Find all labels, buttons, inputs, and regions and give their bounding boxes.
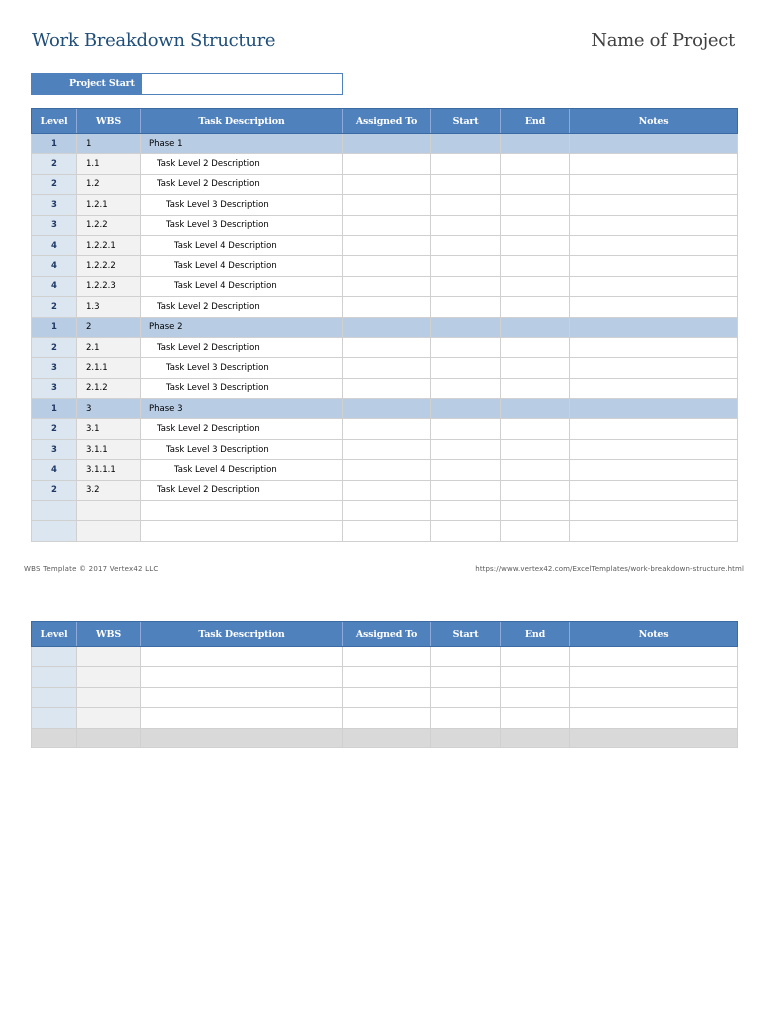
table-row <box>32 215 738 235</box>
assigned-to-cell[interactable] <box>343 439 431 459</box>
table-row <box>32 501 738 521</box>
table2-header-row <box>32 622 738 647</box>
table-row <box>32 521 738 541</box>
assigned-to-cell[interactable] <box>343 708 431 728</box>
start-cell[interactable] <box>431 358 501 378</box>
end-cell[interactable] <box>501 195 570 215</box>
notes-cell[interactable] <box>570 134 738 154</box>
project-start-input[interactable] <box>141 73 343 95</box>
footer-copyright: WBS Template © 2017 Vertex42 LLC <box>24 565 159 573</box>
project-start-label: Project Start <box>31 73 141 95</box>
level-cell[interactable]: 3 <box>32 358 77 378</box>
wbs-cell[interactable]: 1.2.2.1 <box>77 235 141 255</box>
assigned-to-cell[interactable] <box>343 358 431 378</box>
table-row <box>32 480 738 500</box>
end-cell[interactable] <box>501 215 570 235</box>
notes-cell[interactable] <box>570 687 738 707</box>
table-row <box>32 235 738 255</box>
start-cell[interactable] <box>431 521 501 541</box>
table-row <box>32 708 738 728</box>
start-cell[interactable] <box>431 154 501 174</box>
table-row <box>32 378 738 398</box>
notes-cell[interactable] <box>570 154 738 174</box>
task-description-cell[interactable] <box>141 708 343 728</box>
wbs-cell[interactable]: 3 <box>77 399 141 419</box>
notes-cell[interactable] <box>570 647 738 667</box>
start-cell[interactable] <box>431 460 501 480</box>
notes-cell[interactable] <box>570 708 738 728</box>
wbs-cell[interactable]: 2.1.2 <box>77 378 141 398</box>
notes-cell[interactable] <box>570 256 738 276</box>
table-row <box>32 439 738 459</box>
notes-cell[interactable] <box>570 337 738 357</box>
wbs-cell[interactable] <box>77 687 141 707</box>
level-cell[interactable] <box>32 687 77 707</box>
assigned-to-cell[interactable] <box>343 480 431 500</box>
col-header-end: End <box>501 109 570 134</box>
notes-cell[interactable] <box>570 358 738 378</box>
wbs-cell[interactable]: 1 <box>77 134 141 154</box>
assigned-to-cell[interactable] <box>343 337 431 357</box>
notes-cell[interactable] <box>570 235 738 255</box>
notes-cell[interactable] <box>570 399 738 419</box>
assigned-to-cell[interactable] <box>343 235 431 255</box>
notes-cell[interactable] <box>570 195 738 215</box>
level-cell[interactable]: 1 <box>32 399 77 419</box>
task-description-cell[interactable]: Phase 1 <box>141 134 343 154</box>
wbs-cell[interactable]: 1.3 <box>77 297 141 317</box>
task-description-cell[interactable]: Task Level 2 Description <box>141 154 343 174</box>
start-cell[interactable] <box>431 174 501 194</box>
table-row <box>32 195 738 215</box>
assigned-to-cell[interactable] <box>343 647 431 667</box>
end-cell[interactable] <box>501 521 570 541</box>
assigned-to-cell[interactable] <box>343 215 431 235</box>
start-cell[interactable] <box>431 480 501 500</box>
col-header-level: Level <box>32 622 77 647</box>
col-header-start: Start <box>431 109 501 134</box>
start-cell[interactable] <box>431 276 501 296</box>
task-description-cell[interactable]: Phase 3 <box>141 399 343 419</box>
end-cell[interactable] <box>501 154 570 174</box>
task-description-cell[interactable] <box>141 728 343 747</box>
start-cell[interactable] <box>431 708 501 728</box>
col-header-notes: Notes <box>570 109 738 134</box>
table-row <box>32 358 738 378</box>
end-cell[interactable] <box>501 687 570 707</box>
assigned-to-cell[interactable] <box>343 687 431 707</box>
wbs-cell[interactable] <box>77 667 141 687</box>
level-cell[interactable]: 2 <box>32 174 77 194</box>
assigned-to-cell[interactable] <box>343 174 431 194</box>
wbs-cell[interactable]: 3.2 <box>77 480 141 500</box>
col-header-task: Task Description <box>141 109 343 134</box>
summary-row <box>32 728 738 747</box>
end-cell[interactable] <box>501 297 570 317</box>
wbs-cell[interactable]: 1.2 <box>77 174 141 194</box>
level-cell[interactable]: 3 <box>32 439 77 459</box>
task-description-cell[interactable]: Task Level 3 Description <box>141 195 343 215</box>
end-cell[interactable] <box>501 337 570 357</box>
task-description-cell[interactable]: Task Level 4 Description <box>141 276 343 296</box>
assigned-to-cell[interactable] <box>343 256 431 276</box>
page-title: Work Breakdown Structure <box>32 30 276 51</box>
assigned-to-cell[interactable] <box>343 728 431 747</box>
start-cell[interactable] <box>431 378 501 398</box>
end-cell[interactable] <box>501 460 570 480</box>
task-description-cell[interactable]: Task Level 4 Description <box>141 256 343 276</box>
level-cell[interactable]: 3 <box>32 215 77 235</box>
task-description-cell[interactable]: Task Level 2 Description <box>141 419 343 439</box>
task-description-cell[interactable]: Task Level 2 Description <box>141 297 343 317</box>
wbs-cell[interactable]: 1.2.1 <box>77 195 141 215</box>
wbs-cell[interactable]: 3.1 <box>77 419 141 439</box>
task-description-cell[interactable] <box>141 667 343 687</box>
level-cell[interactable]: 4 <box>32 256 77 276</box>
table-row <box>32 460 738 480</box>
level-cell[interactable] <box>32 647 77 667</box>
footer-url[interactable]: https://www.vertex42.com/ExcelTemplates/work-breakdown-structure.html <box>475 565 744 573</box>
start-cell[interactable] <box>431 687 501 707</box>
table-row <box>32 687 738 707</box>
level-cell[interactable]: 4 <box>32 276 77 296</box>
end-cell[interactable] <box>501 728 570 747</box>
end-cell[interactable] <box>501 358 570 378</box>
end-cell[interactable] <box>501 378 570 398</box>
task-description-cell[interactable]: Task Level 2 Description <box>141 480 343 500</box>
col-header-assigned: Assigned To <box>343 109 431 134</box>
level-cell[interactable] <box>32 501 77 521</box>
phase-row <box>32 134 738 154</box>
assigned-to-cell[interactable] <box>343 419 431 439</box>
level-cell[interactable] <box>32 521 77 541</box>
notes-cell[interactable] <box>570 419 738 439</box>
table-row <box>32 174 738 194</box>
col-header-end: End <box>501 622 570 647</box>
start-cell[interactable] <box>431 215 501 235</box>
assigned-to-cell[interactable] <box>343 195 431 215</box>
start-cell[interactable] <box>431 134 501 154</box>
task-description-cell[interactable] <box>141 647 343 667</box>
col-header-wbs: WBS <box>77 622 141 647</box>
wbs-cell[interactable]: 1.2.2.2 <box>77 256 141 276</box>
notes-cell[interactable] <box>570 439 738 459</box>
assigned-to-cell[interactable] <box>343 521 431 541</box>
end-cell[interactable] <box>501 480 570 500</box>
level-cell[interactable] <box>32 728 77 747</box>
wbs-cell[interactable] <box>77 728 141 747</box>
notes-cell[interactable] <box>570 276 738 296</box>
task-description-cell[interactable]: Task Level 2 Description <box>141 174 343 194</box>
col-header-task: Task Description <box>141 622 343 647</box>
task-description-cell[interactable]: Task Level 3 Description <box>141 358 343 378</box>
table-row <box>32 647 738 667</box>
level-cell[interactable]: 1 <box>32 134 77 154</box>
start-cell[interactable] <box>431 667 501 687</box>
start-cell[interactable] <box>431 256 501 276</box>
col-header-wbs: WBS <box>77 109 141 134</box>
notes-cell[interactable] <box>570 728 738 747</box>
assigned-to-cell[interactable] <box>343 276 431 296</box>
table-row <box>32 154 738 174</box>
end-cell[interactable] <box>501 399 570 419</box>
table-row <box>32 419 738 439</box>
notes-cell[interactable] <box>570 521 738 541</box>
assigned-to-cell[interactable] <box>343 399 431 419</box>
phase-row <box>32 399 738 419</box>
start-cell[interactable] <box>431 501 501 521</box>
end-cell[interactable] <box>501 256 570 276</box>
assigned-to-cell[interactable] <box>343 378 431 398</box>
end-cell[interactable] <box>501 439 570 459</box>
end-cell[interactable] <box>501 419 570 439</box>
end-cell[interactable] <box>501 317 570 337</box>
notes-cell[interactable] <box>570 215 738 235</box>
table-row <box>32 337 738 357</box>
project-name[interactable]: Name of Project <box>591 30 735 51</box>
level-cell[interactable]: 2 <box>32 480 77 500</box>
wbs-table <box>31 108 738 542</box>
assigned-to-cell[interactable] <box>343 134 431 154</box>
task-description-cell[interactable]: Task Level 3 Description <box>141 439 343 459</box>
start-cell[interactable] <box>431 419 501 439</box>
end-cell[interactable] <box>501 134 570 154</box>
wbs-cell[interactable]: 2.1.1 <box>77 358 141 378</box>
assigned-to-cell[interactable] <box>343 297 431 317</box>
assigned-to-cell[interactable] <box>343 317 431 337</box>
start-cell[interactable] <box>431 439 501 459</box>
start-cell[interactable] <box>431 728 501 747</box>
notes-cell[interactable] <box>570 317 738 337</box>
level-cell[interactable]: 2 <box>32 337 77 357</box>
wbs-cell[interactable] <box>77 521 141 541</box>
wbs-cell[interactable]: 3.1.1 <box>77 439 141 459</box>
level-cell[interactable]: 3 <box>32 378 77 398</box>
notes-cell[interactable] <box>570 460 738 480</box>
col-header-start: Start <box>431 622 501 647</box>
task-description-cell[interactable]: Task Level 4 Description <box>141 235 343 255</box>
assigned-to-cell[interactable] <box>343 460 431 480</box>
notes-cell[interactable] <box>570 667 738 687</box>
assigned-to-cell[interactable] <box>343 667 431 687</box>
col-header-notes: Notes <box>570 622 738 647</box>
start-cell[interactable] <box>431 195 501 215</box>
level-cell[interactable]: 3 <box>32 195 77 215</box>
end-cell[interactable] <box>501 501 570 521</box>
wbs-cell[interactable] <box>77 708 141 728</box>
level-cell[interactable] <box>32 708 77 728</box>
wbs-cell[interactable]: 1.1 <box>77 154 141 174</box>
end-cell[interactable] <box>501 235 570 255</box>
level-cell[interactable]: 2 <box>32 419 77 439</box>
level-cell[interactable] <box>32 667 77 687</box>
col-header-level: Level <box>32 109 77 134</box>
end-cell[interactable] <box>501 647 570 667</box>
notes-cell[interactable] <box>570 480 738 500</box>
task-description-cell[interactable]: Task Level 3 Description <box>141 378 343 398</box>
end-cell[interactable] <box>501 276 570 296</box>
start-cell[interactable] <box>431 647 501 667</box>
wbs-cell[interactable]: 3.1.1.1 <box>77 460 141 480</box>
wbs-cell[interactable]: 2.1 <box>77 337 141 357</box>
level-cell[interactable]: 2 <box>32 154 77 174</box>
assigned-to-cell[interactable] <box>343 501 431 521</box>
wbs-cell[interactable]: 2 <box>77 317 141 337</box>
task-description-cell[interactable]: Task Level 2 Description <box>141 337 343 357</box>
start-cell[interactable] <box>431 297 501 317</box>
notes-cell[interactable] <box>570 378 738 398</box>
table-row <box>32 256 738 276</box>
task-description-cell[interactable]: Task Level 3 Description <box>141 215 343 235</box>
table-row <box>32 667 738 687</box>
start-cell[interactable] <box>431 337 501 357</box>
table-row <box>32 276 738 296</box>
notes-cell[interactable] <box>570 501 738 521</box>
task-description-cell[interactable]: Task Level 4 Description <box>141 460 343 480</box>
wbs-table-2 <box>31 621 738 748</box>
task-description-cell[interactable] <box>141 501 343 521</box>
wbs-cell[interactable]: 1.2.2 <box>77 215 141 235</box>
table-row <box>32 297 738 317</box>
level-cell[interactable]: 1 <box>32 317 77 337</box>
wbs-cell[interactable]: 1.2.2.3 <box>77 276 141 296</box>
col-header-assigned: Assigned To <box>343 622 431 647</box>
task-description-cell[interactable] <box>141 687 343 707</box>
level-cell[interactable]: 4 <box>32 460 77 480</box>
task-description-cell[interactable] <box>141 521 343 541</box>
end-cell[interactable] <box>501 708 570 728</box>
start-cell[interactable] <box>431 317 501 337</box>
end-cell[interactable] <box>501 667 570 687</box>
start-cell[interactable] <box>431 399 501 419</box>
wbs-cell[interactable] <box>77 501 141 521</box>
phase-row <box>32 317 738 337</box>
start-cell[interactable] <box>431 235 501 255</box>
notes-cell[interactable] <box>570 174 738 194</box>
wbs-cell[interactable] <box>77 647 141 667</box>
table-header-row <box>32 109 738 134</box>
end-cell[interactable] <box>501 174 570 194</box>
assigned-to-cell[interactable] <box>343 154 431 174</box>
notes-cell[interactable] <box>570 297 738 317</box>
level-cell[interactable]: 4 <box>32 235 77 255</box>
level-cell[interactable]: 2 <box>32 297 77 317</box>
task-description-cell[interactable]: Phase 2 <box>141 317 343 337</box>
